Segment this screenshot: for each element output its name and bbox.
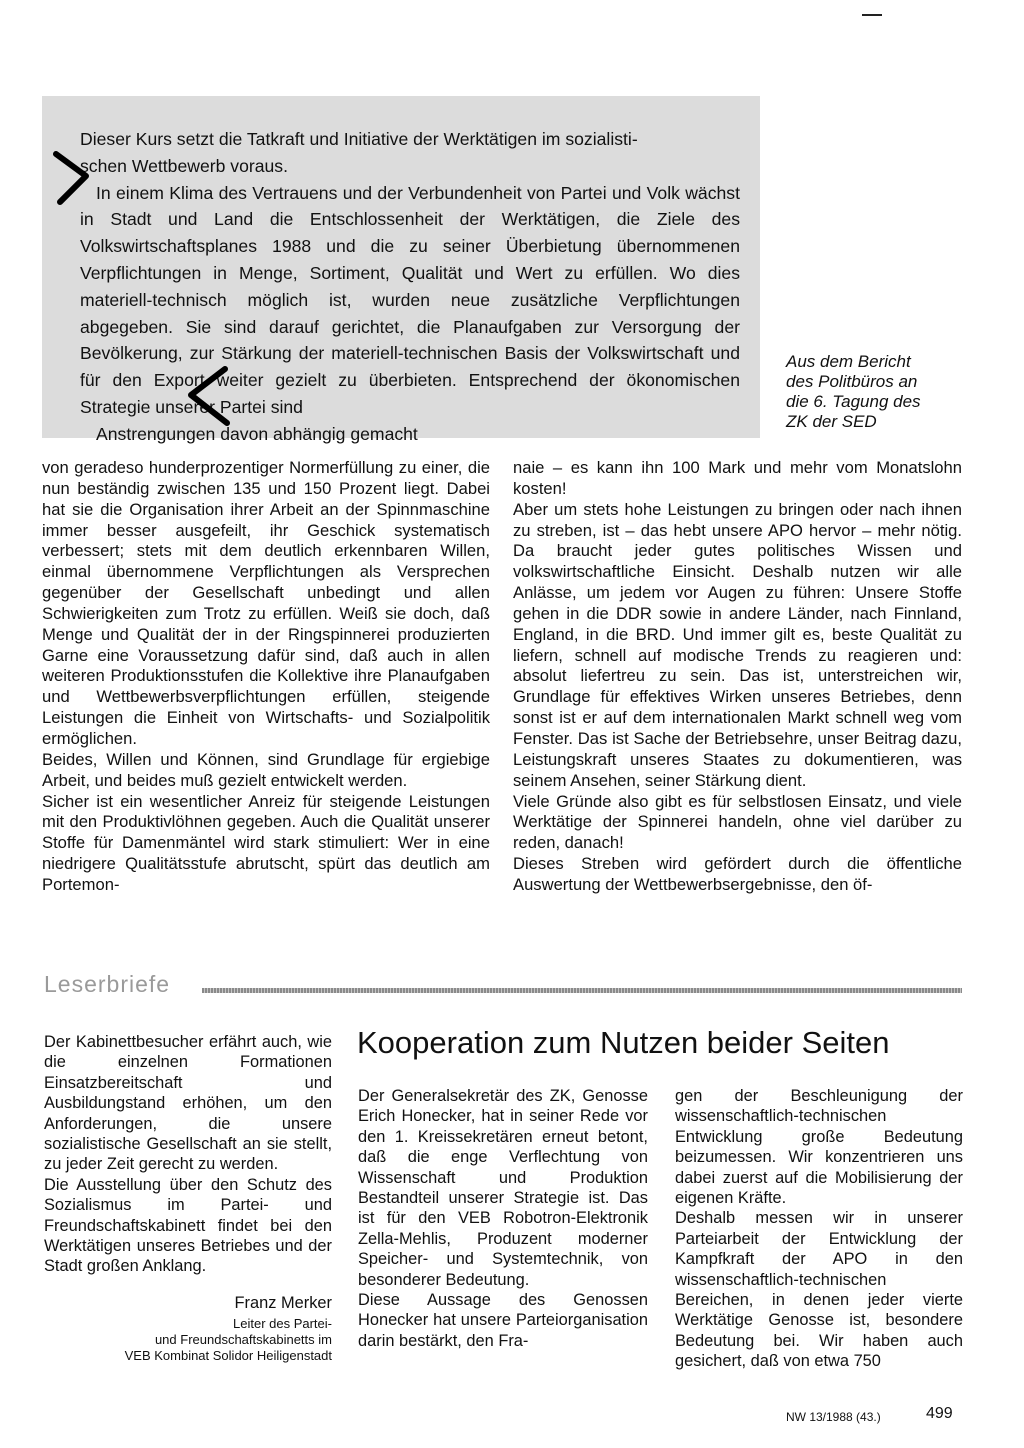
signature-role-line: Leiter des Partei-	[233, 1316, 332, 1331]
article-paragraph: naie – es kann ihn 100 Mark und mehr vom Monatslohn kosten!	[513, 458, 962, 498]
article2-paragraph: Der Generalsekretär des ZK, Genosse Erich Honecker, hat in seiner Rede vor den 1. Kreissekretären erneut betont, daß die enge Verflechtung von Wissenschaft und Produktion Bestandteil unserer Strategie ist. Das ist für den VEB Robotron-Elektronik Zella-Mehlis, Produzent moderner Speicher- und Systemtechnik, von besonderer Bedeutung.	[358, 1087, 648, 1289]
reader-letter	[44, 1032, 332, 1277]
article-paragraph: Beides, Willen und Können, sind Grundlage für ergiebige Arbeit, und beides muß gezielt entwickelt werden.	[42, 749, 490, 790]
article2-column-2	[675, 1086, 963, 1372]
letter-paragraph: Die Ausstellung über den Schutz des Sozialismus im Partei- und Freundschaftskabinett findet bei den Werktätigen unseres Betriebes und der Stadt großen Anklang.	[44, 1175, 332, 1276]
article-paragraph: Dieses Streben wird gefördert durch die öffentliche Auswertung der Wettbewerbsergebnisse, den öf-	[513, 854, 962, 894]
page-dash-mark	[862, 14, 882, 16]
quote-line: Dieser Kurs setzt die Tatkraft und Initiative der Werktätigen im sozialisti-	[80, 129, 638, 149]
article2-paragraph: Deshalb messen wir in unserer Parteiarbeit der Entwicklung der Kampfkraft der APO in den wissenschaftlich-technischen Bereichen, in denen jeder vierte Werktätige Genosse ist, besondere Bedeutung bei. Wir haben auch gesichert, daß von etwa 750	[675, 1209, 963, 1371]
source-line: Aus dem Bericht	[786, 352, 911, 371]
quote-text	[80, 126, 740, 448]
article-paragraph: Sicher ist ein wesentlicher Anreiz für steigende Leistungen mit den Produktivlöhnen gegeben. Auch die Qualität unserer Stoffe für Damenmäntel wird stark stimuliert: Wer in eine niedrigere Qualitätsstufe abrutscht, spürt das deutlich am Portemon-	[42, 791, 490, 894]
quote-line: Anstrengungen davon abhängig gemacht	[96, 423, 418, 444]
quote-source-note	[786, 352, 976, 432]
section-divider	[202, 988, 962, 993]
page-number: 499	[926, 1405, 953, 1422]
signature-role-line: und Freundschaftskabinetts im	[154, 1332, 332, 1347]
signature-role-line: VEB Kombinat Solidor Heiligenstadt	[124, 1348, 332, 1363]
chevron-right-mark-icon	[52, 150, 92, 206]
chevron-left-mark-icon	[185, 365, 231, 427]
source-line: des Politbüros an	[786, 372, 918, 391]
signature-role	[44, 1316, 332, 1364]
article2-paragraph: gen der Beschleunigung der wissenschaftlich-technischen Entwicklung große Bedeutung beizumessen. Wir konzentrieren uns dabei zuerst auf die Mobilisierung der eigenen Kräfte.	[675, 1087, 963, 1208]
article2-paragraph: Diese Aussage des Genossen Honecker hat unsere Parteiorganisation darin bestärkt, den Fra-	[358, 1291, 648, 1350]
article-paragraph: Viele Gründe also gibt es für selbstlosen Einsatz, und viele Werktätige der Spinnerei handeln, ohne viel darüber zu reden, danach!	[513, 791, 962, 853]
signature-name: Franz Merker	[234, 1294, 332, 1312]
article-paragraph: Aber um stets hohe Leistungen zu bringen oder nach ihnen zu streben, ist – das hebt unsere APO hervor – mehr nötig. Da braucht jeder gutes politisches Wissen und volkswirtschaftliche Einsicht. Deshalb nutzen wir alle Anlässe, um jedem vor Augen zu führen: Unsere Stoffe gehen in die DDR sowie in andere Länder, nach Finnland, England, in die BRD. Und immer gilt es, beste Qualität zu liefern, schnell auf modische Trends zu reagieren und: absolut liefertreu zu sein. Das ist, unterstreichen wir, Grundlage für effektives Wirken unseres Betriebes, denn sonst ist er auf dem internationalen Markt schnell weg vom Fenster. Das ist Sache der Betriebsehre, unser Beitrag dazu, Leistungskraft unseres Staates zu dokumentieren, was seinem Ansehen, seiner Stärkung dient.	[513, 499, 962, 790]
quote-line: schen Wettbewerb voraus.	[80, 155, 288, 176]
article-headline: Kooperation zum Nutzen beider Seiten	[357, 1025, 890, 1060]
issue-reference: NW 13/1988 (43.)	[786, 1410, 881, 1424]
letter-signature	[44, 1293, 332, 1364]
source-line: die 6. Tagung des	[786, 392, 921, 411]
article-column-right	[513, 458, 962, 896]
source-line: ZK der SED	[786, 412, 877, 431]
section-header: Leserbriefe	[44, 971, 171, 997]
article-paragraph: von geradeso hunderprozentiger Normerfüllung zu einer, die nun beständig zwischen 135 und 150 Prozent liegt. Dabei hat sie die Organisation ihrer Arbeit an der Spinnmaschine immer besser ausgefeilt, ihr Geschick systematisch verbessert; stets mit dem deutlich erkennbaren Willen, einmal übernommene Verpflichtungen als Versprechen gegenüber der Gesellschaft unbedingt und allen Schwierigkeiten zum Trotz zu erfüllen. Weiß sie doch, daß Menge und Qualität der in der Ringspinnerei produzierten Garne eine Voraussetzung dafür sind, daß auch in allen weiteren Produktionsstufen die Kollektive ihre Planaufgaben und Wettbewerbsverpflichtungen erfüllen, steigende Leistungen die Einheit von Wirtschafts- und Sozialpolitik ermöglichen.	[42, 458, 490, 748]
article-column-left	[42, 458, 490, 896]
quote-paragraph: In einem Klima des Vertrauens und der Verbundenheit von Partei und Volk wächst in Stadt und Land die Entschlossenheit der Werktätigen, die Ziele des Volkswirtschaftsplanes 1988 und die zu seiner Überbietung übernommenen Verpflichtungen in Menge, Sortiment, Qualität und Wert zu erfüllen. Wo dies materiell-technisch möglich ist, wurden neue zusätzliche Verpflichtungen abgegeben. Sie sind darauf gerichtet, die Planaufgaben zur Versorgung der Bevölkerung, zur Stärkung der materiell-technischen Basis der Volkswirtschaft und für den Export weiter gezielt zu überbieten. Entsprechend der ökonomischen Strategie unserer Partei sind	[80, 182, 740, 417]
letter-paragraph: Der Kabinettbesucher erfährt auch, wie die einzelnen Formationen Einsatzbereitschaft und Ausbildungstand erhöhen, um den Anforderungen, die unsere sozialistische Gesellschaft an sie stellt, zu jeder Zeit gerecht zu werden.	[44, 1033, 332, 1174]
article2-column-1	[358, 1086, 648, 1351]
